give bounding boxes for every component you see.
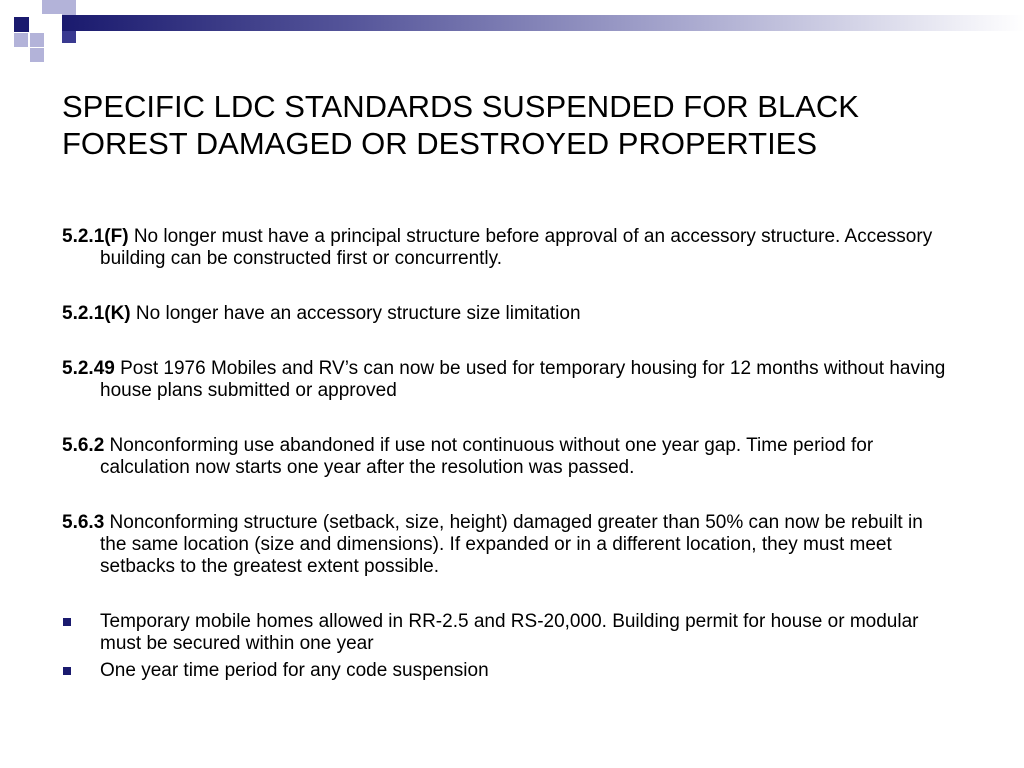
bullet-item bbox=[62, 611, 952, 655]
standard-code: 5.6.2 bbox=[62, 435, 105, 456]
standard-text: No longer must have a principal structure before approval of an accessory structure. Accessory building can be constructed first or concurrently. bbox=[100, 226, 933, 269]
bullet-text: One year time period for any code suspension bbox=[100, 660, 489, 681]
standard-text: No longer have an accessory structure size limitation bbox=[135, 303, 581, 324]
standard-code: 5.2.1(F) bbox=[62, 226, 129, 247]
decor-square-light bbox=[42, 0, 62, 14]
decor-square-light bbox=[30, 33, 44, 47]
decor-square-light bbox=[62, 0, 76, 15]
standard-item bbox=[62, 303, 952, 325]
standard-text: Nonconforming use abandoned if use not continuous without one year gap. Time period for calculation now starts one year after the resolution was passed. bbox=[100, 435, 874, 478]
standard-text: Nonconforming structure (setback, size, height) damaged greater than 50% can now be rebuilt in the same location (size and dimensions). If expanded or in a different location, they must meet setbacks to the greatest extent possible. bbox=[100, 512, 923, 577]
standard-text: Post 1976 Mobiles and RV’s can now be used for temporary housing for 12 months without having house plans submitted or approved bbox=[100, 358, 946, 401]
decor-square-navy bbox=[14, 17, 29, 32]
header-gradient-bar bbox=[62, 15, 1024, 31]
decor-square-light bbox=[14, 33, 28, 47]
bullet-list bbox=[62, 611, 952, 682]
decor-square-light bbox=[30, 48, 44, 62]
standard-code: 5.2.1(K) bbox=[62, 303, 131, 324]
slide-body bbox=[62, 226, 952, 687]
standard-item bbox=[62, 512, 952, 578]
slide-title bbox=[62, 88, 982, 162]
decor-square-blue bbox=[62, 31, 76, 43]
standard-code: 5.6.3 bbox=[62, 512, 105, 533]
square-bullet-icon bbox=[63, 667, 71, 675]
standard-code: 5.2.49 bbox=[62, 358, 115, 379]
standard-item bbox=[62, 435, 952, 479]
bullet-item bbox=[62, 660, 952, 682]
square-bullet-icon bbox=[63, 618, 71, 626]
title-line: FOREST DAMAGED OR DESTROYED PROPERTIES bbox=[62, 126, 818, 162]
title-line: SPECIFIC LDC STANDARDS SUSPENDED FOR BLACK bbox=[62, 89, 859, 124]
bullet-text: Temporary mobile homes allowed in RR-2.5 and RS-20,000. Building permit for house or modular must be secured within one year bbox=[100, 611, 919, 654]
standard-item bbox=[62, 226, 952, 270]
standard-item bbox=[62, 358, 952, 402]
